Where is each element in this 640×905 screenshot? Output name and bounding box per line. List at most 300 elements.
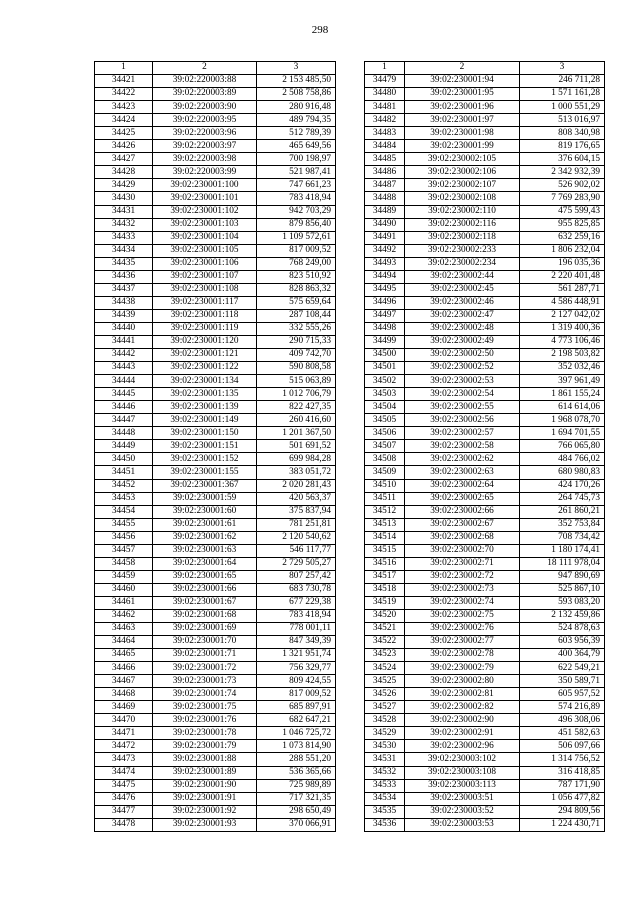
cadastral-number: 39:02:230003:108: [405, 766, 520, 779]
cadastral-number: 39:02:230001:90: [153, 779, 257, 792]
cadastral-value: 409 742,70: [257, 349, 336, 362]
table-row: [365, 453, 605, 466]
row-number: 34431: [95, 205, 153, 218]
cadastral-value: 489 794,35: [257, 114, 336, 127]
cadastral-number: 39:02:230002:54: [405, 388, 520, 401]
cadastral-value: 1 224 430,71: [520, 818, 605, 831]
table-row: [365, 492, 605, 505]
row-number: 34480: [365, 88, 405, 101]
cadastral-value: 4 773 106,46: [520, 335, 605, 348]
cadastral-number: 39:02:230001:60: [153, 505, 257, 518]
table-row: [365, 322, 605, 335]
table-row: [95, 701, 336, 714]
cadastral-value: 261 860,21: [520, 505, 605, 518]
cadastral-value: 575 659,64: [257, 296, 336, 309]
table-row: [95, 596, 336, 609]
cadastral-value: 817 009,52: [257, 688, 336, 701]
table-row: [95, 662, 336, 675]
cadastral-value: 1 861 155,24: [520, 388, 605, 401]
cadastral-number: 39:02:230001:117: [153, 296, 257, 309]
table-row: [95, 570, 336, 583]
cadastral-value: 879 856,40: [257, 218, 336, 231]
table-row: [95, 479, 336, 492]
cadastral-number: 39:02:230002:48: [405, 322, 520, 335]
cadastral-number: 39:02:230002:233: [405, 244, 520, 257]
row-number: 34492: [365, 244, 405, 257]
cadastral-value: 506 097,66: [520, 740, 605, 753]
row-number: 34515: [365, 544, 405, 557]
row-number: 34482: [365, 114, 405, 127]
row-number: 34459: [95, 570, 153, 583]
cadastral-value: 1 180 174,41: [520, 544, 605, 557]
row-number: 34466: [95, 662, 153, 675]
cadastral-value: 2 132 459,86: [520, 609, 605, 622]
row-number: 34426: [95, 140, 153, 153]
table-row: [95, 401, 336, 414]
table-row: [365, 544, 605, 557]
row-number: 34448: [95, 427, 153, 440]
table-row: [95, 231, 336, 244]
cadastral-value: 807 257,42: [257, 570, 336, 583]
table-row: [365, 701, 605, 714]
cadastral-value: 332 555,26: [257, 322, 336, 335]
row-number: 34500: [365, 349, 405, 362]
cadastral-number: 39:02:230002:49: [405, 335, 520, 348]
cadastral-value: 1 109 572,61: [257, 231, 336, 244]
cadastral-value: 756 329,77: [257, 662, 336, 675]
cadastral-value: 708 734,42: [520, 531, 605, 544]
cadastral-value: 819 176,65: [520, 140, 605, 153]
cadastral-value: 574 216,89: [520, 701, 605, 714]
row-number: 34470: [95, 714, 153, 727]
row-number: 34488: [365, 192, 405, 205]
cadastral-value: 747 661,23: [257, 179, 336, 192]
row-number: 34486: [365, 166, 405, 179]
row-number: 34522: [365, 636, 405, 649]
row-number: 34457: [95, 544, 153, 557]
cadastral-number: 39:02:230003:52: [405, 805, 520, 818]
row-number: 34505: [365, 414, 405, 427]
cadastral-value: 264 745,73: [520, 492, 605, 505]
table-header-row: [95, 62, 336, 75]
table-row: [95, 257, 336, 270]
cadastral-value: 4 586 448,91: [520, 296, 605, 309]
table-row: [365, 101, 605, 114]
table-row: [95, 505, 336, 518]
cadastral-value: 1 571 161,28: [520, 88, 605, 101]
cadastral-value: 685 897,91: [257, 701, 336, 714]
table-row: [95, 335, 336, 348]
cadastral-number: 39:02:230001:64: [153, 557, 257, 570]
cadastral-number: 39:02:230001:71: [153, 649, 257, 662]
table-row: [365, 127, 605, 140]
cadastral-number: 39:02:230001:94: [405, 75, 520, 88]
row-number: 34424: [95, 114, 153, 127]
cadastral-number: 39:02:220003:98: [153, 153, 257, 166]
table-row: [365, 675, 605, 688]
row-number: 34487: [365, 179, 405, 192]
row-number: 34525: [365, 675, 405, 688]
cadastral-value: 246 711,28: [520, 75, 605, 88]
cadastral-number: 39:02:230001:61: [153, 518, 257, 531]
row-number: 34449: [95, 440, 153, 453]
row-number: 34531: [365, 753, 405, 766]
cadastral-number: 39:02:230001:88: [153, 753, 257, 766]
cadastral-number: 39:02:230001:121: [153, 349, 257, 362]
row-number: 34450: [95, 453, 153, 466]
row-number: 34427: [95, 153, 153, 166]
register-table-left: [94, 61, 336, 832]
table-row: [365, 75, 605, 88]
row-number: 34535: [365, 805, 405, 818]
cadastral-number: 39:02:230002:110: [405, 205, 520, 218]
cadastral-value: 725 989,89: [257, 779, 336, 792]
row-number: 34476: [95, 792, 153, 805]
table-body-right: [365, 75, 605, 832]
row-number: 34516: [365, 557, 405, 570]
cadastral-value: 524 878,63: [520, 623, 605, 636]
table-row: [365, 596, 605, 609]
table-row: [365, 205, 605, 218]
cadastral-number: 39:02:230002:118: [405, 231, 520, 244]
cadastral-number: 39:02:230002:68: [405, 531, 520, 544]
table-row: [365, 649, 605, 662]
row-number: 34447: [95, 414, 153, 427]
row-number: 34422: [95, 88, 153, 101]
table-row: [365, 349, 605, 362]
cadastral-value: 2 342 932,39: [520, 166, 605, 179]
table-row: [95, 675, 336, 688]
row-number: 34472: [95, 740, 153, 753]
cadastral-value: 2 220 401,48: [520, 270, 605, 283]
cadastral-number: 39:02:230001:63: [153, 544, 257, 557]
row-number: 34435: [95, 257, 153, 270]
cadastral-number: 39:02:230001:102: [153, 205, 257, 218]
cadastral-value: 513 016,97: [520, 114, 605, 127]
cadastral-number: 39:02:230002:66: [405, 505, 520, 518]
cadastral-value: 2 729 505,27: [257, 557, 336, 570]
row-number: 34430: [95, 192, 153, 205]
cadastral-number: 39:02:230002:44: [405, 270, 520, 283]
table-row: [95, 818, 336, 831]
cadastral-number: 39:02:230001:107: [153, 270, 257, 283]
cadastral-number: 39:02:230002:108: [405, 192, 520, 205]
table-row: [365, 662, 605, 675]
cadastral-number: 39:02:230002:52: [405, 362, 520, 375]
table-row: [365, 140, 605, 153]
table-row: [365, 427, 605, 440]
row-number: 34512: [365, 505, 405, 518]
row-number: 34458: [95, 557, 153, 570]
cadastral-number: 39:02:230001:59: [153, 492, 257, 505]
row-number: 34452: [95, 479, 153, 492]
cadastral-number: 39:02:220003:99: [153, 166, 257, 179]
row-number: 34432: [95, 218, 153, 231]
cadastral-number: 39:02:230001:66: [153, 583, 257, 596]
cadastral-value: 768 249,00: [257, 257, 336, 270]
table-row: [365, 688, 605, 701]
row-number: 34474: [95, 766, 153, 779]
row-number: 34462: [95, 609, 153, 622]
row-number: 34521: [365, 623, 405, 636]
cadastral-number: 39:02:230002:46: [405, 296, 520, 309]
table-row: [95, 753, 336, 766]
table-row: [365, 283, 605, 296]
cadastral-number: 39:02:230002:57: [405, 427, 520, 440]
cadastral-value: 196 035,36: [520, 257, 605, 270]
row-number: 34490: [365, 218, 405, 231]
cadastral-value: 280 916,48: [257, 101, 336, 114]
cadastral-number: 39:02:230001:75: [153, 701, 257, 714]
cadastral-number: 39:02:230001:134: [153, 375, 257, 388]
cadastral-value: 294 809,56: [520, 805, 605, 818]
cadastral-value: 7 769 283,90: [520, 192, 605, 205]
row-number: 34534: [365, 792, 405, 805]
table-row: [365, 570, 605, 583]
row-number: 34436: [95, 270, 153, 283]
row-number: 34441: [95, 335, 153, 348]
cadastral-number: 39:02:230003:102: [405, 753, 520, 766]
row-number: 34509: [365, 466, 405, 479]
cadastral-number: 39:02:230002:78: [405, 649, 520, 662]
row-number: 34469: [95, 701, 153, 714]
row-number: 34485: [365, 153, 405, 166]
row-number: 34440: [95, 322, 153, 335]
cadastral-value: 260 416,60: [257, 414, 336, 427]
table-row: [365, 557, 605, 570]
cadastral-number: 39:02:230001:65: [153, 570, 257, 583]
cadastral-value: 632 259,16: [520, 231, 605, 244]
cadastral-value: 1 073 814,90: [257, 740, 336, 753]
cadastral-number: 39:02:230001:118: [153, 309, 257, 322]
cadastral-number: 39:02:230001:106: [153, 257, 257, 270]
cadastral-number: 39:02:230001:97: [405, 114, 520, 127]
table-row: [95, 453, 336, 466]
cadastral-number: 39:02:220003:90: [153, 101, 257, 114]
cadastral-value: 1 319 400,36: [520, 322, 605, 335]
cadastral-value: 1 201 367,50: [257, 427, 336, 440]
cadastral-number: 39:02:230002:75: [405, 609, 520, 622]
table-row: [95, 727, 336, 740]
table-row: [95, 779, 336, 792]
row-number: 34475: [95, 779, 153, 792]
cadastral-number: 39:02:230003:51: [405, 792, 520, 805]
cadastral-value: 822 427,35: [257, 401, 336, 414]
table-row: [365, 114, 605, 127]
cadastral-value: 683 730,78: [257, 583, 336, 596]
cadastral-number: 39:02:220003:96: [153, 127, 257, 140]
row-number: 34497: [365, 309, 405, 322]
row-number: 34513: [365, 518, 405, 531]
table-row: [95, 544, 336, 557]
cadastral-value: 622 549,21: [520, 662, 605, 675]
row-number: 34429: [95, 179, 153, 192]
cadastral-value: 783 418,94: [257, 192, 336, 205]
table-row: [365, 531, 605, 544]
cadastral-value: 546 117,77: [257, 544, 336, 557]
row-number: 34514: [365, 531, 405, 544]
table-row: [365, 362, 605, 375]
cadastral-number: 39:02:230002:70: [405, 544, 520, 557]
table-row: [95, 792, 336, 805]
table-row: [95, 740, 336, 753]
cadastral-number: 39:02:230001:79: [153, 740, 257, 753]
cadastral-number: 39:02:230002:107: [405, 179, 520, 192]
row-number: 34453: [95, 492, 153, 505]
cadastral-value: 603 956,39: [520, 636, 605, 649]
row-number: 34464: [95, 636, 153, 649]
cadastral-value: 2 153 485,50: [257, 75, 336, 88]
row-number: 34421: [95, 75, 153, 88]
row-number: 34517: [365, 570, 405, 583]
cadastral-number: 39:02:230001:119: [153, 322, 257, 335]
table-row: [365, 257, 605, 270]
table-row: [365, 740, 605, 753]
table-row: [95, 714, 336, 727]
row-number: 34501: [365, 362, 405, 375]
cadastral-number: 39:02:220003:89: [153, 88, 257, 101]
cadastral-value: 1 968 078,70: [520, 414, 605, 427]
table-row: [95, 270, 336, 283]
row-number: 34520: [365, 609, 405, 622]
cadastral-value: 397 961,49: [520, 375, 605, 388]
row-number: 34519: [365, 596, 405, 609]
row-number: 34494: [365, 270, 405, 283]
cadastral-number: 39:02:230001:76: [153, 714, 257, 727]
cadastral-number: 39:02:230001:151: [153, 440, 257, 453]
cadastral-number: 39:02:230002:72: [405, 570, 520, 583]
row-number: 34442: [95, 349, 153, 362]
cadastral-value: 475 599,43: [520, 205, 605, 218]
cadastral-value: 783 418,94: [257, 609, 336, 622]
cadastral-number: 39:02:230001:91: [153, 792, 257, 805]
row-number: 34465: [95, 649, 153, 662]
cadastral-number: 39:02:230002:96: [405, 740, 520, 753]
cadastral-value: 521 987,41: [257, 166, 336, 179]
cadastral-number: 39:02:230001:105: [153, 244, 257, 257]
column-header-cadastral: 2: [405, 62, 520, 75]
row-number: 34496: [365, 296, 405, 309]
table-row: [365, 192, 605, 205]
cadastral-value: 561 287,71: [520, 283, 605, 296]
table-row: [365, 727, 605, 740]
cadastral-number: 39:02:230001:98: [405, 127, 520, 140]
table-row: [365, 792, 605, 805]
cadastral-number: 39:02:230002:53: [405, 375, 520, 388]
cadastral-value: 2 020 281,43: [257, 479, 336, 492]
cadastral-value: 352 753,84: [520, 518, 605, 531]
table-row: [95, 349, 336, 362]
table-row: [365, 166, 605, 179]
cadastral-number: 39:02:220003:97: [153, 140, 257, 153]
cadastral-value: 288 551,20: [257, 753, 336, 766]
table-row: [95, 244, 336, 257]
row-number: 34493: [365, 257, 405, 270]
table-row: [365, 636, 605, 649]
table-row: [365, 805, 605, 818]
cadastral-value: 526 902,02: [520, 179, 605, 192]
cadastral-number: 39:02:230003:113: [405, 779, 520, 792]
cadastral-value: 451 582,63: [520, 727, 605, 740]
table-row: [95, 322, 336, 335]
cadastral-value: 350 589,71: [520, 675, 605, 688]
cadastral-value: 700 198,97: [257, 153, 336, 166]
row-number: 34460: [95, 583, 153, 596]
table-row: [365, 714, 605, 727]
cadastral-value: 1 806 232,04: [520, 244, 605, 257]
cadastral-value: 1 694 701,55: [520, 427, 605, 440]
row-number: 34471: [95, 727, 153, 740]
cadastral-value: 2 127 042,02: [520, 309, 605, 322]
table-row: [365, 244, 605, 257]
cadastral-number: 39:02:230001:139: [153, 401, 257, 414]
row-number: 34423: [95, 101, 153, 114]
cadastral-number: 39:02:230001:103: [153, 218, 257, 231]
table-row: [95, 192, 336, 205]
table-row: [95, 218, 336, 231]
cadastral-value: 370 066,91: [257, 818, 336, 831]
cadastral-value: 677 229,38: [257, 596, 336, 609]
cadastral-number: 39:02:230002:90: [405, 714, 520, 727]
row-number: 34528: [365, 714, 405, 727]
column-header-value: 3: [520, 62, 605, 75]
row-number: 34473: [95, 753, 153, 766]
row-number: 34439: [95, 309, 153, 322]
cadastral-value: 316 418,85: [520, 766, 605, 779]
table-row: [365, 753, 605, 766]
table-row: [365, 270, 605, 283]
register-table-right: [364, 61, 605, 832]
table-row: [95, 623, 336, 636]
table-row: [365, 153, 605, 166]
cadastral-value: 2 120 540,62: [257, 531, 336, 544]
table-row: [365, 309, 605, 322]
row-number: 34504: [365, 401, 405, 414]
table-row: [95, 153, 336, 166]
cadastral-number: 39:02:230002:50: [405, 349, 520, 362]
cadastral-number: 39:02:230001:104: [153, 231, 257, 244]
table-row: [365, 623, 605, 636]
cadastral-value: 287 108,44: [257, 309, 336, 322]
row-number: 34483: [365, 127, 405, 140]
table-row: [365, 218, 605, 231]
cadastral-value: 420 563,37: [257, 492, 336, 505]
cadastral-number: 39:02:230002:91: [405, 727, 520, 740]
cadastral-number: 39:02:230001:155: [153, 466, 257, 479]
cadastral-number: 39:02:230001:149: [153, 414, 257, 427]
table-row: [95, 414, 336, 427]
cadastral-value: 1 056 477,82: [520, 792, 605, 805]
cadastral-number: 39:02:230002:234: [405, 257, 520, 270]
row-number: 34443: [95, 362, 153, 375]
cadastral-value: 682 647,21: [257, 714, 336, 727]
cadastral-number: 39:02:230001:367: [153, 479, 257, 492]
cadastral-number: 39:02:230001:74: [153, 688, 257, 701]
cadastral-value: 484 766,02: [520, 453, 605, 466]
row-number: 34434: [95, 244, 153, 257]
cadastral-number: 39:02:230001:68: [153, 609, 257, 622]
table-row: [95, 427, 336, 440]
table-header-row: [365, 62, 605, 75]
table-row: [365, 335, 605, 348]
row-number: 34506: [365, 427, 405, 440]
cadastral-value: 352 032,46: [520, 362, 605, 375]
cadastral-value: 375 837,94: [257, 505, 336, 518]
table-row: [95, 179, 336, 192]
row-number: 34454: [95, 505, 153, 518]
cadastral-value: 376 604,15: [520, 153, 605, 166]
cadastral-number: 39:02:230001:99: [405, 140, 520, 153]
